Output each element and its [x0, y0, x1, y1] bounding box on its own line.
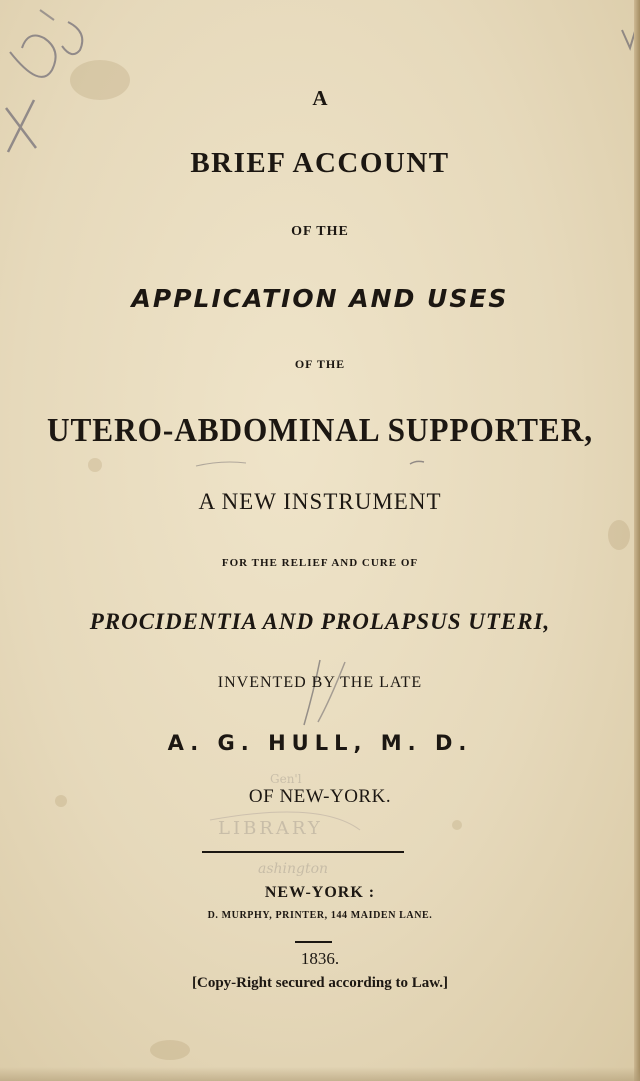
subtitle: A NEW INSTRUMENT — [198, 489, 442, 514]
page-edge-bottom — [0, 1067, 640, 1081]
subject-title: UTERO-ABDOMINAL SUPPORTER, — [47, 412, 593, 449]
imprint-city: NEW-YORK : — [264, 884, 376, 901]
copyright-notice: [Copy-Right secured according to Law.] — [192, 975, 448, 991]
printer-line: D. MURPHY, PRINTER, 144 MAIDEN LANE. — [207, 910, 433, 921]
purpose-line: FOR THE RELIEF AND CURE OF — [221, 557, 419, 569]
publication-year: 1836. — [300, 949, 340, 968]
page-edge-right — [634, 0, 640, 1081]
author-city: OF NEW-YORK. — [248, 786, 392, 807]
library-stamp-line-3: ashington — [258, 861, 329, 877]
conditions-line: PROCIDENTIA AND PROLAPSUS UTERI, — [89, 609, 551, 634]
short-divider-rule — [295, 941, 332, 943]
title-article: A — [312, 86, 328, 110]
title-line-2: APPLICATION AND USES — [131, 284, 509, 313]
of-the-connector-1: OF THE — [291, 224, 349, 239]
divider-rule — [202, 851, 404, 853]
author-name: A. G. HULL, M. D. — [167, 731, 473, 755]
of-the-connector-2: OF THE — [294, 357, 346, 371]
invented-by-line: INVENTED BY THE LATE — [217, 674, 423, 691]
library-stamp-line-2: LIBRARY — [218, 818, 323, 839]
title-line-1: BRIEF ACCOUNT — [190, 147, 450, 179]
library-stamp-line-1: Gen'l — [270, 772, 302, 786]
